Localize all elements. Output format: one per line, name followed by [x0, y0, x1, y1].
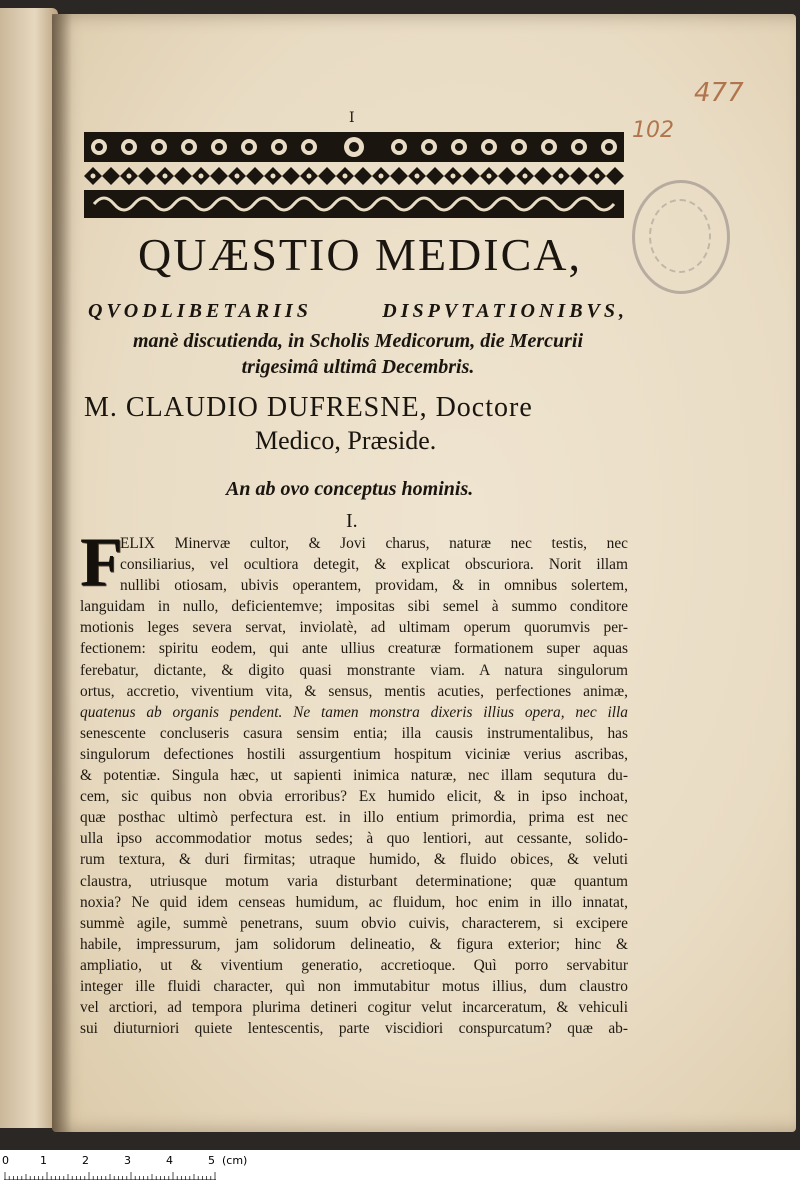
body-line: noxia? Ne quid idem censeas humidum, ac fluidum, hoc enim in illo innatat, [80, 893, 628, 911]
body-line: ELIX Minervæ cultor, & Jovi charus, naturæ nec testis, nec [120, 535, 628, 552]
subtitle-line-2: manè discutienda, in Scholis Medicorum, die Mercurii [132, 330, 584, 352]
body-line: sui diuturniori quiete lentescentis, parte viscidiori conspurcatum? quæ ab- [80, 1020, 628, 1038]
question-heading: An ab ovo conceptus hominis. [226, 478, 474, 500]
ruler-label: 1 [40, 1154, 47, 1167]
page-title: QUÆSTIO MEDICA, [138, 229, 582, 280]
body-line: consiliarius, vel ocultiora detegit, & explicat obscuriora. Norit illam [120, 556, 628, 574]
drop-cap: F [80, 524, 123, 601]
ruler-unit: (cm) [222, 1154, 248, 1167]
body-line: motionis leges severa servat, inviolatè, ad ultimam operum quorumvis per- [80, 619, 628, 637]
ruler-ticks [4, 1172, 216, 1180]
body-line: singulorum defectiones hostili assurgentium hospitum viciniæ verius ascribas, [80, 745, 628, 763]
ornament-band-top [84, 132, 624, 162]
manuscript-folio: 477 [694, 78, 744, 108]
page-gutter-shadow [52, 14, 72, 1132]
body-text [80, 533, 628, 1039]
body-line: senescente concluseris casura sensim entia; illa causis instrumentalibus, has [80, 724, 628, 742]
body-line: quatenus ab organis pendent. Ne tamen monstra dixeris illius opera, nec illa [80, 703, 628, 721]
ruler-label: 4 [166, 1154, 173, 1167]
body-line: fectionem: spiritu eodem, qui ante ullius creaturæ formationem super aquas [80, 640, 628, 658]
body-line: quæ posthac ultimò perfectura est. in illo entium primordia, prima est nec [80, 809, 628, 827]
subtitle-line-1: QVODLIBETARIIS DISPVTATIONIBVS, [88, 300, 628, 322]
ornament-band-bottom [84, 190, 624, 218]
body-line: integer ille fluidi character, quì non immutabitur motus illius, dum claustro [80, 977, 628, 995]
body-line: ortus, accretio, viventium vita, & sensus, mentis acuties, perfectiones animæ, [80, 682, 628, 700]
body-line: rum textura, & duri firmitas; utraque humido, & fluido obices, & veluti [80, 851, 628, 869]
ruler-label: 0 [2, 1154, 9, 1167]
body-line: summè agile, summè penetrans, suum obvio cuivis, characterem, si excipere [80, 914, 628, 932]
presider-line-1: M. CLAUDIO DUFRESNE, Doctore [84, 392, 533, 423]
presider-line-2: Medico, Præside. [255, 426, 437, 455]
body-line: nullibi otiosam, ubivis operantem, providam, & in omnibus solertem, [120, 577, 628, 595]
ornament-band-middle [84, 164, 624, 188]
body-line: & potentiæ. Singula hæc, ut sapienti inimica naturæ, nec illam sequtura du- [80, 767, 628, 785]
body-line: habile, impressurum, jam solidorum delineatio, & figura exterior; hinc & [80, 935, 628, 953]
library-stamp [632, 180, 730, 294]
section-number: I. [346, 510, 358, 532]
ruler-label: 2 [82, 1154, 89, 1167]
left-page-edge [0, 8, 58, 1128]
subtitle-line-3: trigesimâ ultimâ Decembris. [241, 356, 475, 378]
body-line: claustra, utriusque motum varia disturbant determinatione; quæ quantum [80, 872, 628, 890]
ruler-label: 3 [124, 1154, 131, 1167]
body-line: vel arctiori, ad tempora plurima detineri cogitur velut incarceratum, & vehiculi [80, 999, 628, 1017]
ruler-label: 5 [208, 1154, 215, 1167]
body-line: languidam in nullo, deficientemve; impositas sibi semel à summo conditore [80, 598, 628, 616]
manuscript-folio-secondary: 102 [632, 118, 674, 143]
body-line: cem, sic quibus non obvia erroribus? Ex humido elicit, & in ipso inchoat, [80, 788, 628, 806]
scale-ruler [0, 1150, 800, 1187]
printed-folio: I [349, 110, 355, 126]
body-line: ferebatur, dictante, & digito quasi monstrante viam. A natura singulorum [80, 661, 628, 679]
body-line: ulla ipso accommodatior motus sedes; à quo lentiori, aut cessante, solido- [80, 830, 628, 848]
body-line: ampliatio, ut & viventium generatio, accretioque. Quì porro servabitur [80, 956, 628, 974]
